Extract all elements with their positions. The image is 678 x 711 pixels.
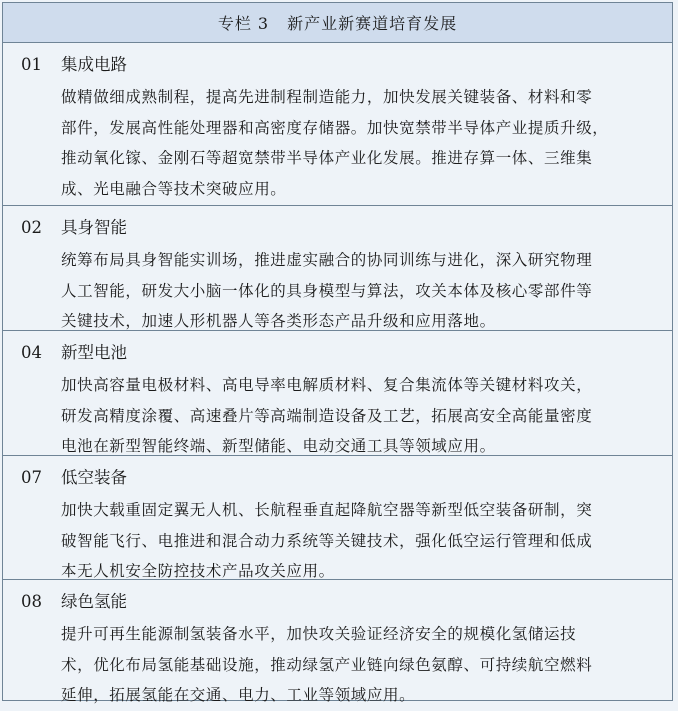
section-green-hydrogen <box>3 580 672 704</box>
section-body <box>61 495 658 587</box>
section-low-altitude-equipment <box>3 456 672 580</box>
body-line: 术，优化布局氢能基础设施，推动绿氢产业链向绿色氨醇、可持续航空燃料 <box>61 655 593 674</box>
section-number: 02 <box>21 218 42 237</box>
section-title: 具身智能 <box>61 218 127 237</box>
body-line: 部件，发展高性能处理器和高密度存储器。加快宽禁带半导体产业提质升级， <box>61 118 609 137</box>
body-line: 加快高容量电极材料、高电导率电解质材料、复合集流体等关键材料攻关， <box>61 376 593 394</box>
body-line: 延伸，拓展氢能在交通、电力、工业等领域应用。 <box>61 686 416 704</box>
body-line: 关键技术，加速人形机器人等各类形态产品升级和应用落地。 <box>61 312 496 330</box>
body-line: 提升可再生能源制氢装备水平，加快攻关验证经济安全的规模化氢储运技 <box>61 625 577 643</box>
body-line: 破智能飞行、电推进和混合动力系统等关键技术，强化低空运行管理和低成 <box>61 531 593 550</box>
section-title: 集成电路 <box>61 55 127 74</box>
header-title: 新产业新赛道培育发展 <box>287 14 458 33</box>
body-line: 电池在新型智能终端、新型储能、电动交通工具等领域应用。 <box>61 437 496 455</box>
section-new-batteries <box>3 331 672 456</box>
body-line: 本无人机安全防控技术产品攻关应用。 <box>61 562 335 580</box>
body-line: 人工智能，研发大小脑一体化的具身模型与算法，攻关本体及核心零部件等 <box>61 281 593 300</box>
section-embodied-intelligence <box>3 206 672 331</box>
section-title: 低空装备 <box>61 468 127 487</box>
body-line: 推动氧化镓、金刚石等超宽禁带半导体产业化发展。推进存算一体、三维集 <box>61 149 593 167</box>
section-title: 新型电池 <box>61 343 127 362</box>
body-line: 统筹布局具身智能实训场，推进虚实融合的协同训练与进化，深入研究物理 <box>61 251 593 269</box>
box-header <box>3 3 672 43</box>
section-number: 08 <box>21 592 42 611</box>
section-body <box>61 245 658 337</box>
feature-box <box>2 2 673 704</box>
section-body <box>61 619 658 711</box>
header-number: 专栏 3 <box>217 14 270 33</box>
section-number: 01 <box>21 55 42 74</box>
body-line: 成、光电融合等技术突破应用。 <box>61 179 287 198</box>
body-line: 做精做细成熟制程，提高先进制程制造能力，加快发展关键装备、材料和零 <box>61 88 593 106</box>
section-body <box>61 370 658 462</box>
body-line: 加快大载重固定翼无人机、长航程垂直起降航空器等新型低空装备研制，突 <box>61 501 593 519</box>
section-number: 04 <box>21 343 42 362</box>
section-integrated-circuits <box>3 43 672 206</box>
section-number: 07 <box>21 468 42 487</box>
body-line: 研发高精度涂覆、高速叠片等高端制造设备及工艺，拓展高安全高能量密度 <box>61 406 593 425</box>
section-body <box>61 82 658 204</box>
section-title: 绿色氢能 <box>61 592 127 611</box>
